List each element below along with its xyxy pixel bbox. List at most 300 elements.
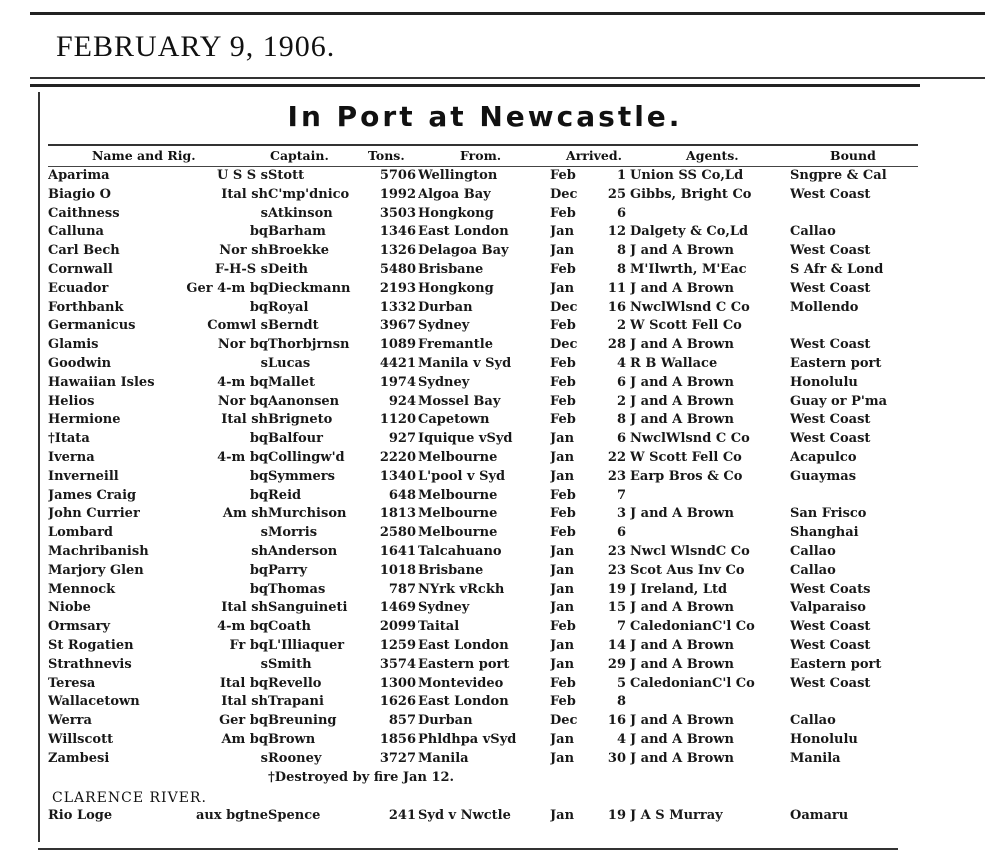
arrived-day: 2	[616, 393, 626, 409]
arrived-month: Feb	[550, 356, 576, 371]
arrived-day: 6	[616, 525, 626, 541]
arrived-month: Feb	[550, 619, 576, 635]
ship-tons: 1326	[379, 243, 416, 259]
ship-bound: West Coast	[790, 412, 871, 428]
col-header-arrived: Arrived.	[566, 148, 622, 163]
ship-captain: Smith	[268, 656, 312, 672]
table-row	[48, 356, 928, 373]
ship-agent: Union SS Co,Ld	[630, 168, 744, 183]
ship-tons: 4421	[379, 356, 416, 371]
ship-tons: 2580	[379, 525, 416, 541]
ship-from: Syd v Nwctle	[418, 808, 511, 823]
ship-captain: Rooney	[268, 750, 322, 766]
ship-rig: Comwl s	[207, 318, 268, 334]
table-row	[48, 206, 928, 223]
ship-agent: J A S Murray	[630, 808, 723, 823]
ship-bound: S Afr & Lond	[790, 262, 884, 277]
ship-rig: Ital sh	[221, 186, 268, 202]
arrived-month: Feb	[550, 318, 576, 334]
arrived-month: Dec	[550, 713, 578, 729]
dateline-rule	[30, 77, 985, 79]
arrived-day: 15	[607, 600, 626, 616]
ship-tons: 3727	[379, 750, 416, 766]
ship-captain: Aanonsen	[268, 393, 340, 409]
arrived-day: 5	[616, 675, 626, 691]
table-row	[48, 582, 928, 599]
ship-bound: Callao	[790, 713, 836, 729]
ship-agent: R B Wallace	[630, 356, 718, 371]
ship-name: Ormsary	[48, 619, 111, 635]
arrived-month: Feb	[550, 694, 576, 710]
arrived-day: 23	[607, 468, 626, 484]
ship-rig: bq	[249, 299, 268, 315]
ship-rig: Am sh	[222, 506, 268, 522]
ship-name: Helios	[48, 393, 95, 409]
ship-captain: Brown	[268, 732, 316, 747]
ship-tons: 1346	[379, 224, 416, 240]
arrived-day: 8	[616, 262, 626, 277]
ship-tons: 1856	[379, 732, 416, 747]
ship-rig: Ital sh	[221, 412, 268, 428]
ship-tons: 3574	[379, 656, 416, 672]
arrived-day: 1	[616, 168, 626, 183]
ship-captain: Morris	[268, 525, 318, 541]
arrived-month: Dec	[550, 186, 578, 202]
ship-bound: Callao	[790, 224, 836, 240]
ship-from: Durban	[418, 713, 473, 729]
ship-tons: 1974	[379, 374, 416, 390]
arrived-day: 29	[607, 656, 626, 672]
ship-tons: 1992	[379, 186, 416, 202]
ship-bound: Valparaiso	[790, 600, 866, 616]
ship-from: Eastern port	[418, 656, 510, 672]
ship-rig: bq	[249, 224, 268, 240]
ship-captain: Dieckmann	[268, 280, 351, 296]
dateline: FEBRUARY 9, 1906.	[56, 30, 336, 63]
ship-agent: NwclWlsnd C Co	[630, 431, 750, 447]
arrived-month: Jan	[550, 243, 575, 259]
table-row	[48, 563, 928, 580]
ship-rig: Nor bq	[217, 337, 268, 353]
ship-bound: West Coats	[790, 581, 871, 597]
ship-captain: Trapani	[268, 694, 324, 710]
arrived-month: Dec	[550, 299, 578, 315]
ship-tons: 1813	[379, 506, 416, 522]
ship-tons: 5706	[379, 168, 416, 183]
ship-name: John Currier	[48, 506, 140, 522]
ship-rig: Nor bq	[217, 393, 268, 409]
arrived-day: 28	[607, 337, 626, 353]
arrived-day: 23	[607, 562, 626, 578]
ship-rig: s	[260, 750, 268, 766]
arrived-day: 11	[607, 280, 626, 296]
ship-from: Melbourne	[418, 506, 498, 522]
ship-from: Talcahuano	[418, 544, 502, 559]
ship-captain: Mallet	[268, 374, 315, 390]
table-row	[48, 600, 928, 617]
ship-bound: West Coast	[790, 337, 871, 353]
ship-agent: Gibbs, Bright Co	[630, 186, 752, 202]
arrived-month: Feb	[550, 525, 576, 541]
ship-captain: Stott	[268, 168, 305, 183]
ship-from: East London	[418, 224, 509, 240]
ship-rig: U S S s	[216, 168, 268, 183]
arrived-day: 4	[616, 356, 626, 371]
ship-rig: F-H-S s	[215, 262, 268, 277]
ship-tons: 924	[388, 393, 416, 409]
arrived-day: 19	[607, 581, 626, 597]
ship-name: Calluna	[48, 224, 104, 240]
ship-tons: 1469	[379, 600, 416, 616]
arrived-month: Feb	[550, 262, 576, 277]
header-row-rule	[48, 166, 918, 167]
ship-bound: Oamaru	[790, 808, 849, 823]
ship-captain: Brigneto	[268, 412, 333, 428]
ship-agent: W Scott Fell Co	[630, 318, 742, 334]
ship-tons: 3503	[379, 205, 416, 221]
table-row	[48, 375, 928, 392]
arrived-month: Jan	[550, 750, 575, 766]
arrived-month: Feb	[550, 205, 576, 221]
table-row	[48, 694, 928, 711]
table-row	[48, 394, 928, 411]
ship-agent: CaledonianC'l Co	[630, 675, 755, 691]
ship-captain: L'Illiaquer	[268, 638, 345, 653]
arrived-day: 8	[616, 412, 626, 428]
col-header-bound: Bound	[830, 148, 876, 163]
ship-captain: Revello	[268, 675, 322, 691]
ship-name: Inverneill	[48, 468, 119, 484]
arrived-day: 19	[607, 808, 626, 823]
arrived-month: Feb	[550, 168, 576, 183]
col-header-tons: Tons.	[368, 148, 405, 163]
ship-tons: 857	[388, 713, 416, 729]
ship-bound: Eastern port	[790, 656, 882, 672]
table-row	[48, 243, 928, 260]
ship-captain: Lucas	[268, 356, 311, 371]
ship-rig: Ital sh	[221, 694, 268, 710]
arrived-day: 2	[616, 318, 626, 334]
ship-agent: J and A Brown	[630, 280, 734, 296]
table-row	[48, 751, 928, 768]
ship-from: Brisbane	[418, 262, 484, 277]
ship-from: Manila v Syd	[418, 356, 512, 371]
ship-from: Mossel Bay	[418, 393, 501, 409]
ship-name: St Rogatien	[48, 638, 134, 653]
ship-bound: Mollendo	[790, 299, 859, 315]
arrived-day: 8	[616, 694, 626, 710]
ship-tons: 5480	[379, 262, 416, 277]
ship-tons: 2099	[379, 619, 416, 635]
ship-agent: J and A Brown	[630, 337, 734, 353]
ship-from: Brisbane	[418, 562, 484, 578]
ship-from: Hongkong	[418, 205, 494, 221]
ship-agent: J and A Brown	[630, 732, 734, 747]
ship-from: Sydney	[418, 318, 470, 334]
ship-rig: Ital sh	[221, 600, 268, 616]
arrived-day: 30	[607, 750, 626, 766]
ship-agent: J and A Brown	[630, 243, 734, 259]
table-row	[48, 544, 928, 561]
ship-tons: 1626	[379, 694, 416, 710]
ship-captain: Thomas	[268, 581, 326, 597]
ship-from: East London	[418, 638, 509, 653]
ship-name: †Itata	[48, 431, 90, 447]
table-row	[48, 337, 928, 354]
table-row	[48, 638, 928, 655]
arrived-day: 25	[607, 186, 626, 202]
table-row	[48, 469, 928, 486]
arrived-day: 4	[616, 732, 626, 747]
ship-name: Teresa	[48, 675, 96, 691]
ship-tons: 1089	[379, 337, 416, 353]
dateline-rule-thick	[30, 84, 920, 87]
ship-tons: 241	[388, 808, 416, 823]
table-row	[48, 506, 928, 523]
ship-agent: M'Ilwrth, M'Eac	[630, 262, 747, 277]
arrived-month: Jan	[550, 544, 575, 559]
table-row	[48, 488, 928, 505]
ship-captain: Balfour	[268, 431, 323, 447]
col-header-name-rig: Name and Rig.	[92, 148, 196, 163]
ship-from: Melbourne	[418, 450, 498, 465]
ship-bound: West Coast	[790, 431, 871, 447]
footnote: †Destroyed by fire Jan 12.	[268, 770, 455, 785]
ship-captain: Thorbjrnsn	[268, 337, 350, 353]
ship-from: Algoa Bay	[418, 186, 491, 202]
ship-captain: Anderson	[268, 544, 338, 559]
ship-agent: J and A Brown	[630, 393, 734, 409]
ship-from: Sydney	[418, 374, 470, 390]
ship-name: Rio Loge	[48, 808, 113, 823]
ship-rig: s	[260, 525, 268, 541]
ship-from: Iquique vSyd	[418, 431, 513, 447]
ship-name: Mennock	[48, 581, 116, 597]
arrived-month: Feb	[550, 374, 576, 390]
ship-captain: Coath	[268, 619, 311, 635]
arrived-month: Jan	[550, 581, 575, 597]
arrived-month: Jan	[550, 600, 575, 616]
ship-tons: 1332	[379, 299, 416, 315]
ship-rig: bq	[249, 468, 268, 484]
ship-agent: Scot Aus Inv Co	[630, 562, 745, 578]
arrived-month: Feb	[550, 412, 576, 428]
table-heading: In Port at Newcastle.	[287, 100, 683, 133]
ship-name: Goodwin	[48, 356, 112, 371]
ship-bound: West Coast	[790, 280, 871, 296]
ship-from: Durban	[418, 299, 473, 315]
arrived-month: Jan	[550, 450, 575, 465]
table-row	[48, 262, 928, 279]
ship-rig: bq	[249, 562, 268, 578]
ship-agent: Earp Bros & Co	[630, 468, 743, 484]
ship-tons: 648	[388, 487, 416, 503]
ship-bound: Honolulu	[790, 732, 858, 747]
ship-bound: Shanghai	[790, 525, 859, 541]
arrived-month: Jan	[550, 562, 575, 578]
ship-tons: 1300	[379, 675, 416, 691]
arrived-month: Feb	[550, 487, 576, 503]
arrived-month: Jan	[550, 732, 575, 747]
ship-rig: 4-m bq	[217, 619, 268, 635]
arrived-month: Jan	[550, 431, 575, 447]
heading-rule	[48, 144, 918, 146]
arrived-month: Feb	[550, 506, 576, 522]
ship-from: Delagoa Bay	[418, 243, 509, 259]
ship-name: Wallacetown	[48, 694, 140, 710]
ship-from: Wellington	[418, 168, 498, 183]
ship-rig: Ital bq	[219, 675, 268, 691]
ship-captain: Breuning	[268, 713, 337, 729]
ship-name: Biagio O	[48, 186, 111, 202]
ship-name: Forthbank	[48, 299, 124, 315]
ship-captain: Royal	[268, 299, 309, 315]
ship-tons: 1259	[379, 638, 416, 653]
col-header-captain: Captain.	[270, 148, 329, 163]
ship-from: NYrk vRckh	[418, 581, 505, 597]
ship-rig: s	[260, 356, 268, 371]
arrived-month: Dec	[550, 337, 578, 353]
table-row	[48, 412, 928, 429]
ship-bound: Callao	[790, 562, 836, 578]
ship-from: Hongkong	[418, 280, 494, 296]
ship-bound: Manila	[790, 750, 841, 766]
arrived-month: Jan	[550, 224, 575, 240]
ship-captain: Murchison	[268, 506, 347, 522]
table-row	[48, 318, 928, 335]
ship-rig: s	[260, 656, 268, 672]
ship-name: James Craig	[48, 487, 137, 503]
ship-name: Germanicus	[48, 318, 136, 334]
ship-captain: Spence	[268, 808, 321, 823]
table-row	[48, 525, 928, 542]
ship-rig: bq	[249, 581, 268, 597]
ship-name: Willscott	[48, 732, 114, 747]
arrived-day: 22	[607, 450, 626, 465]
ship-from: East London	[418, 694, 509, 710]
ship-bound: Eastern port	[790, 356, 882, 371]
ship-name: Hermione	[48, 412, 121, 428]
ship-rig: Nor sh	[219, 243, 268, 259]
arrived-day: 6	[616, 374, 626, 390]
ship-captain: Sanguineti	[268, 600, 348, 616]
ship-name: Strathnevis	[48, 656, 132, 672]
ship-rig: bq	[249, 431, 268, 447]
ship-agent: J and A Brown	[630, 713, 734, 729]
arrived-month: Jan	[550, 280, 575, 296]
arrived-day: 16	[607, 299, 626, 315]
arrived-day: 3	[616, 506, 626, 522]
ship-name: Niobe	[48, 600, 91, 616]
table-row	[48, 224, 928, 241]
arrived-day: 16	[607, 713, 626, 729]
ship-name: Hawaiian Isles	[48, 374, 155, 390]
ship-name: Caithness	[48, 205, 120, 221]
ship-from: Taital	[418, 619, 460, 635]
ship-agent: J Ireland, Ltd	[630, 581, 728, 597]
ship-from: Capetown	[418, 412, 490, 428]
ship-name: Iverna	[48, 450, 95, 465]
table-row	[48, 657, 928, 674]
ship-tons: 787	[388, 581, 416, 597]
arrived-day: 12	[607, 224, 626, 240]
ship-name: Cornwall	[48, 262, 113, 277]
ship-from: Fremantle	[418, 337, 493, 353]
table-row	[48, 300, 928, 317]
ship-bound: West Coast	[790, 638, 871, 653]
column-left-rule	[38, 92, 40, 842]
ship-from: Montevideo	[418, 675, 504, 691]
arrived-day: 14	[607, 638, 626, 653]
ship-name: Carl Bech	[48, 243, 120, 259]
ship-agent: Nwcl WlsndC Co	[630, 544, 750, 559]
arrived-day: 8	[616, 243, 626, 259]
ship-captain: Symmers	[268, 468, 335, 484]
ship-tons: 1120	[379, 412, 416, 428]
arrived-day: 6	[616, 431, 626, 447]
table-row	[48, 619, 928, 636]
ship-tons: 3967	[379, 318, 416, 334]
ship-rig: Fr bq	[229, 638, 268, 653]
ship-rig: bq	[249, 487, 268, 503]
table-row	[48, 431, 928, 448]
ship-bound: Acapulco	[790, 450, 857, 465]
ship-agent: J and A Brown	[630, 506, 734, 522]
table-row	[48, 732, 928, 749]
ship-from: Melbourne	[418, 525, 498, 541]
arrived-day: 23	[607, 544, 626, 559]
ship-agent: Dalgety & Co,Ld	[630, 224, 749, 240]
ship-captain: Atkinson	[268, 205, 333, 221]
ship-agent: W Scott Fell Co	[630, 450, 742, 465]
ship-bound: West Coast	[790, 619, 871, 635]
ship-name: Aparima	[48, 168, 110, 183]
ship-captain: Reid	[268, 487, 302, 503]
ship-bound: San Frisco	[790, 506, 867, 522]
ship-bound: West Coast	[790, 675, 871, 691]
ship-bound: West Coast	[790, 243, 871, 259]
ship-agent: NwclWlsnd C Co	[630, 299, 750, 315]
ship-captain: Berndt	[268, 318, 319, 334]
ship-rig: 4-m bq	[217, 450, 268, 465]
ship-rig: Ger bq	[219, 713, 268, 729]
ship-agent: J and A Brown	[630, 656, 734, 672]
ship-bound: Honolulu	[790, 374, 858, 390]
ship-from: Phldhpa vSyd	[418, 732, 517, 747]
top-rule	[30, 12, 985, 15]
ship-agent: J and A Brown	[630, 638, 734, 653]
ship-name: Ecuador	[48, 280, 109, 296]
arrived-month: Jan	[550, 468, 575, 484]
arrived-month: Feb	[550, 675, 576, 691]
ship-rig: aux bgtne	[195, 808, 268, 823]
ship-captain: Deith	[268, 262, 308, 277]
ship-tons: 1018	[379, 562, 416, 578]
arrived-day: 7	[616, 487, 626, 503]
ship-name: Marjory Glen	[48, 562, 144, 578]
ship-rig: Ger 4-m bq	[186, 280, 268, 296]
ship-bound: Guay or P'ma	[790, 393, 888, 409]
ship-from: Manila	[418, 750, 469, 766]
ship-tons: 927	[388, 431, 416, 447]
ship-name: Glamis	[48, 337, 99, 353]
ship-name: Lombard	[48, 525, 114, 541]
ship-agent: J and A Brown	[630, 412, 734, 428]
ship-bound: Callao	[790, 544, 836, 559]
ship-name: Werra	[48, 713, 92, 729]
table-row	[48, 281, 928, 298]
ship-agent: J and A Brown	[630, 600, 734, 616]
